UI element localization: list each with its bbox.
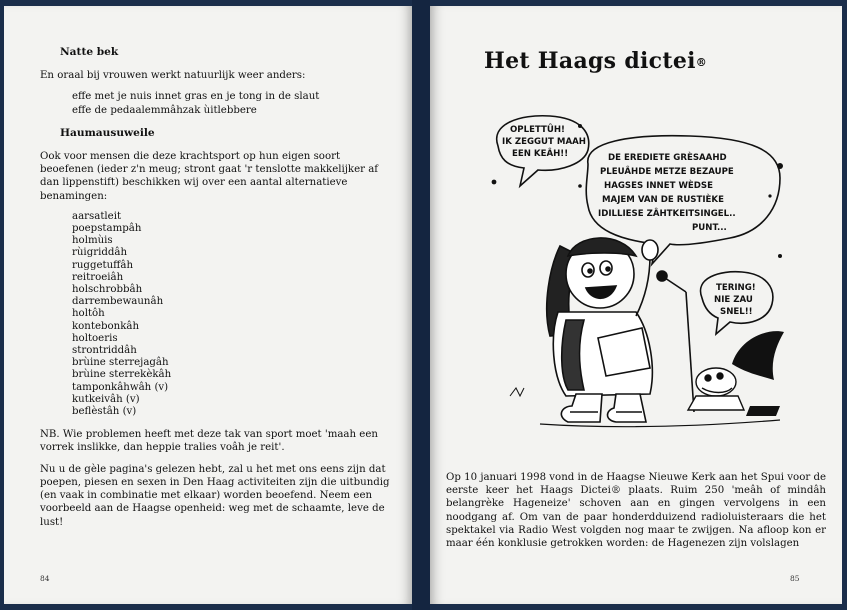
left-page xyxy=(4,6,412,604)
right-page-body: Op 10 januari 1998 vond in de Haagse Nieuwe Kerk aan het Spui voor de eerste keer het Haags Dictei® plaats. Ruim 250 'meâh of mindâh belangrèke Hageneize' schoven aan en gingen vervolgens in een noodgang af. Om van de paar honderdduizend radioluisteraars die het spektakel via Radio West volgden nog maar te zwijgen. Na afloop kon er maar één konklusie getrokken worden: de Hagenezen zijn volslagen xyxy=(446,472,826,550)
list-item: strontriddâh xyxy=(72,345,137,357)
registered-mark: ® xyxy=(695,56,708,69)
page-title xyxy=(484,48,707,74)
right-page xyxy=(430,6,842,604)
bubble-1-line: EEN KEÂH!! xyxy=(512,149,569,159)
bubble-3-line: NIE ZAU xyxy=(714,295,753,305)
paragraph-2: Ook voor mensen die deze krachtsport op hun eigen soort beoefenen (ieder z'n meug; stront gaat 'r tenslotte makkelijker af dan lippenstift) beschikken wij over een aantal alternatieve benamingen: xyxy=(40,151,379,202)
paragraph-4: Nu u de gèle pagina's gelezen hebt, zal u het met ons eens zijn dat poepen, piesen en sexen in Den Haag activiteiten zijn die uitbundig (en vaak in combinatie met elkaar) worden beoefend. Neem een voorbeeld aan de Haagse openheid: weg met de schaamte, leve de lust! xyxy=(40,463,390,528)
bubble-1-line: IK ZEGGUT MAAH xyxy=(502,137,586,147)
book-gutter xyxy=(412,0,430,610)
list-item: tamponkâhwâh (v) xyxy=(72,381,169,393)
heading-natte-bek: Natte bek xyxy=(60,46,119,58)
list-item: beflèstâh (v) xyxy=(72,406,137,418)
bubble-2-line: HAGSES INNET WÈDSE xyxy=(604,181,713,191)
indent-line: effe met je nuis innet gras en je tong in de slaut xyxy=(72,91,320,103)
bubble-1-line: OPLETTÛH! xyxy=(510,125,565,135)
bubble-2-line: PUNT... xyxy=(692,223,727,233)
indent-line: effe de pedaalemmâhzak ùitlebbere xyxy=(72,104,257,116)
list-item: holtôh xyxy=(72,308,105,320)
list-item: reitroeiâh xyxy=(72,271,124,283)
bubble-2-line: DE EREDIETE GRÈSAAHD xyxy=(608,153,727,163)
cartoon-illustration xyxy=(480,106,810,436)
bubble-2-line: PLEUÂHDE METZE BEZAUPE xyxy=(600,167,734,177)
title-text: Het Haags dictei xyxy=(484,48,696,74)
list-item: ruggetuffâh xyxy=(72,259,134,271)
list-item: holmùis xyxy=(72,235,113,247)
list-item: brùine sterrejagâh xyxy=(72,357,169,369)
paragraph-1: En oraal bij vrouwen werkt natuurlijk weer anders: xyxy=(40,70,306,82)
term-list xyxy=(72,211,396,418)
paragraph-3: NB. Wie problemen heeft met deze tak van sport moet 'maah een vorrek inslikke, dan heppie tralies voâh je reit'. xyxy=(40,429,378,454)
small-character xyxy=(688,368,744,410)
list-item: aarsatleit xyxy=(72,210,122,222)
signature xyxy=(510,388,524,396)
bubble-2-line: IDILLIESE ZÂHTKEITSINGEL.. xyxy=(598,209,736,219)
bubble-2-line: MAJEM VAN DE RUSTIÈKE xyxy=(602,195,724,205)
list-item: brùine sterrekèkâh xyxy=(72,369,172,381)
indented-lines xyxy=(72,90,396,116)
bubble-3-line: SNEL!! xyxy=(720,307,753,317)
heading-haumausuweile: Haumausuweile xyxy=(60,126,155,139)
bubble-3-line: TERING! xyxy=(716,283,756,293)
list-item: holschrobbâh xyxy=(72,284,143,296)
list-item: kontebonkâh xyxy=(72,320,140,332)
list-item: rùigriddâh xyxy=(72,247,128,259)
list-item: poepstampâh xyxy=(72,223,142,235)
page-number-left: 84 xyxy=(40,574,50,583)
page-number-right: 85 xyxy=(790,574,800,583)
cartoon-character xyxy=(547,238,694,422)
left-page-text xyxy=(40,46,396,537)
list-item: kutkeivâh (v) xyxy=(72,393,140,405)
list-item: darrembewaunâh xyxy=(72,296,164,308)
list-item: holtoeris xyxy=(72,332,118,344)
